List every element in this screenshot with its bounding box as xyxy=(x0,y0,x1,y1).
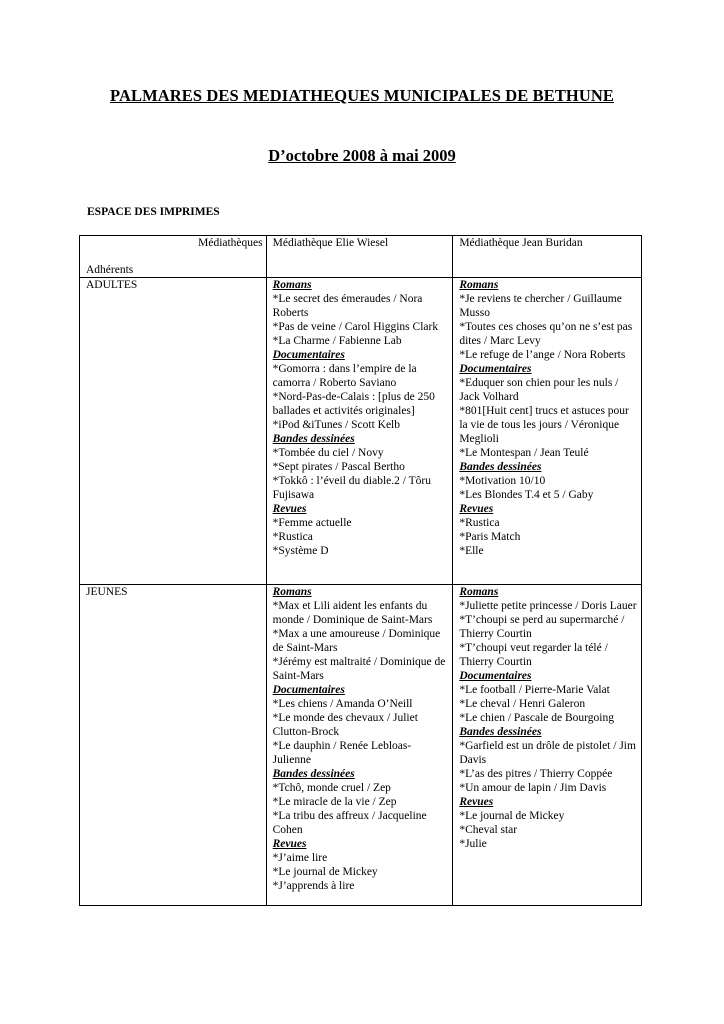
list-item: *Le refuge de l’ange / Nora Roberts xyxy=(459,349,626,361)
list-item: *Système D xyxy=(272,545,329,557)
list-item: *Jérémy est maltraité / Dominique de Saint-Mars xyxy=(272,656,446,682)
list-item: *Le monde des chevaux / Juliet Clutton-Brock xyxy=(272,712,418,738)
list-item: *Rustica xyxy=(459,517,500,529)
list-item: *Elle xyxy=(459,545,484,557)
category-heading: Romans xyxy=(459,586,499,598)
list-item: *La tribu des affreux / Jacqueline Cohen xyxy=(272,810,427,836)
category-heading: Romans xyxy=(459,279,499,291)
category-heading: Revues xyxy=(459,796,494,808)
list-item: *Femme actuelle xyxy=(272,517,352,529)
list-item: *801[Huit cent] trucs et astuces pour la vie de tous les jours / Véronique Meglioli xyxy=(459,405,629,445)
column-header-elie-wiesel: Médiathèque Elie Wiesel xyxy=(266,236,453,278)
list-item: *Tombée du ciel / Novy xyxy=(272,447,384,459)
category-heading: Bandes dessinées xyxy=(459,726,542,738)
list-item: *La Charme / Fabienne Lab xyxy=(272,335,402,347)
list-item: *Nord-Pas-de-Calais : [plus de 250 ballades et activités originales] xyxy=(272,391,435,417)
category-heading: Documentaires xyxy=(272,349,345,361)
category-heading: Revues xyxy=(459,503,494,515)
list-item: *T’choupi veut regarder la télé / Thierry Courtin xyxy=(459,642,608,668)
list-item: *Max et Lili aident les enfants du monde / Dominique de Saint-Mars xyxy=(272,600,433,626)
list-item: *Sept pirates / Pascal Bertho xyxy=(272,461,405,473)
cell-adultes-elie-wiesel xyxy=(266,278,453,585)
list-item: *Le Montespan / Jean Teulé xyxy=(459,447,589,459)
column-header-jean-buridan: Médiathèque Jean Buridan xyxy=(453,236,642,278)
table-row-adultes xyxy=(80,278,642,585)
corner-label-mediatheques: Médiathèques xyxy=(198,237,263,249)
list-item: *Toutes ces choses qu’on ne s’est pas dites / Marc Levy xyxy=(459,321,633,347)
cell-jeunes-elie-wiesel xyxy=(266,585,453,906)
category-heading: Documentaires xyxy=(272,684,345,696)
list-item: *Le journal de Mickey xyxy=(272,866,378,878)
list-item: *Le miracle de la vie / Zep xyxy=(272,796,397,808)
row-label-adultes: ADULTES xyxy=(80,278,267,585)
corner-header-cell xyxy=(80,236,267,278)
cell-jeunes-jean-buridan xyxy=(453,585,642,906)
list-item: *Le journal de Mickey xyxy=(459,810,565,822)
category-heading: Documentaires xyxy=(459,670,532,682)
list-item: *Tchô, monde cruel / Zep xyxy=(272,782,391,794)
list-item: *Gomorra : dans l’empire de la camorra / Roberto Saviano xyxy=(272,363,417,389)
list-item: *J’aime lire xyxy=(272,852,328,864)
list-item: *Juliette petite princesse / Doris Lauer xyxy=(459,600,637,612)
table-header-row xyxy=(80,236,642,278)
list-item: *Les chiens / Amanda O’Neill xyxy=(272,698,413,710)
list-item: *Max a une amoureuse / Dominique de Saint-Mars xyxy=(272,628,441,654)
list-item: *Rustica xyxy=(272,531,313,543)
category-heading: Revues xyxy=(272,503,307,515)
list-item: *iPod &iTunes / Scott Kelb xyxy=(272,419,400,431)
list-item: *Garfield est un drôle de pistolet / Jim Davis xyxy=(459,740,636,766)
list-item: *Le chien / Pascale de Bourgoing xyxy=(459,712,614,724)
category-heading: Bandes dessinées xyxy=(272,433,355,445)
list-item: *J’apprends à lire xyxy=(272,880,355,892)
corner-label-adherents: Adhérents xyxy=(86,264,134,276)
list-item: *Je reviens te chercher / Guillaume Musso xyxy=(459,293,622,319)
list-item: *Les Blondes T.4 et 5 / Gaby xyxy=(459,489,594,501)
list-item: *T’choupi se perd au supermarché / Thierry Courtin xyxy=(459,614,625,640)
list-item: *Le dauphin / Renée Lebloas-Julienne xyxy=(272,740,412,766)
category-heading: Romans xyxy=(272,279,312,291)
category-heading: Bandes dessinées xyxy=(272,768,355,780)
category-heading: Revues xyxy=(272,838,307,850)
section-heading: ESPACE DES IMPRIMES xyxy=(87,206,220,218)
list-item: *L’as des pitres / Thierry Coppée xyxy=(459,768,613,780)
list-item: *Un amour de lapin / Jim Davis xyxy=(459,782,607,794)
list-item: *Julie xyxy=(459,838,487,850)
list-item: *Pas de veine / Carol Higgins Clark xyxy=(272,321,439,333)
cell-adultes-jean-buridan xyxy=(453,278,642,585)
category-heading: Bandes dessinées xyxy=(459,461,542,473)
list-item: *Le football / Pierre-Marie Valat xyxy=(459,684,610,696)
list-item: *Motivation 10/10 xyxy=(459,475,546,487)
list-item: *Eduquer son chien pour les nuls / Jack Volhard xyxy=(459,377,619,403)
palmares-table xyxy=(79,235,642,906)
list-item: *Le cheval / Henri Galeron xyxy=(459,698,586,710)
document-subtitle: D’octobre 2008 à mai 2009 xyxy=(268,146,456,165)
table-row-jeunes xyxy=(80,585,642,906)
list-item: *Paris Match xyxy=(459,531,521,543)
category-heading: Documentaires xyxy=(459,363,532,375)
row-label-jeunes: JEUNES xyxy=(80,585,267,906)
list-item: *Le secret des émeraudes / Nora Roberts xyxy=(272,293,423,319)
document-title: PALMARES DES MEDIATHEQUES MUNICIPALES DE BETHUNE xyxy=(110,86,614,105)
list-item: *Tokkô : l’éveil du diable.2 / Tôru Fujisawa xyxy=(272,475,431,501)
category-heading: Romans xyxy=(272,586,312,598)
list-item: *Cheval star xyxy=(459,824,518,836)
